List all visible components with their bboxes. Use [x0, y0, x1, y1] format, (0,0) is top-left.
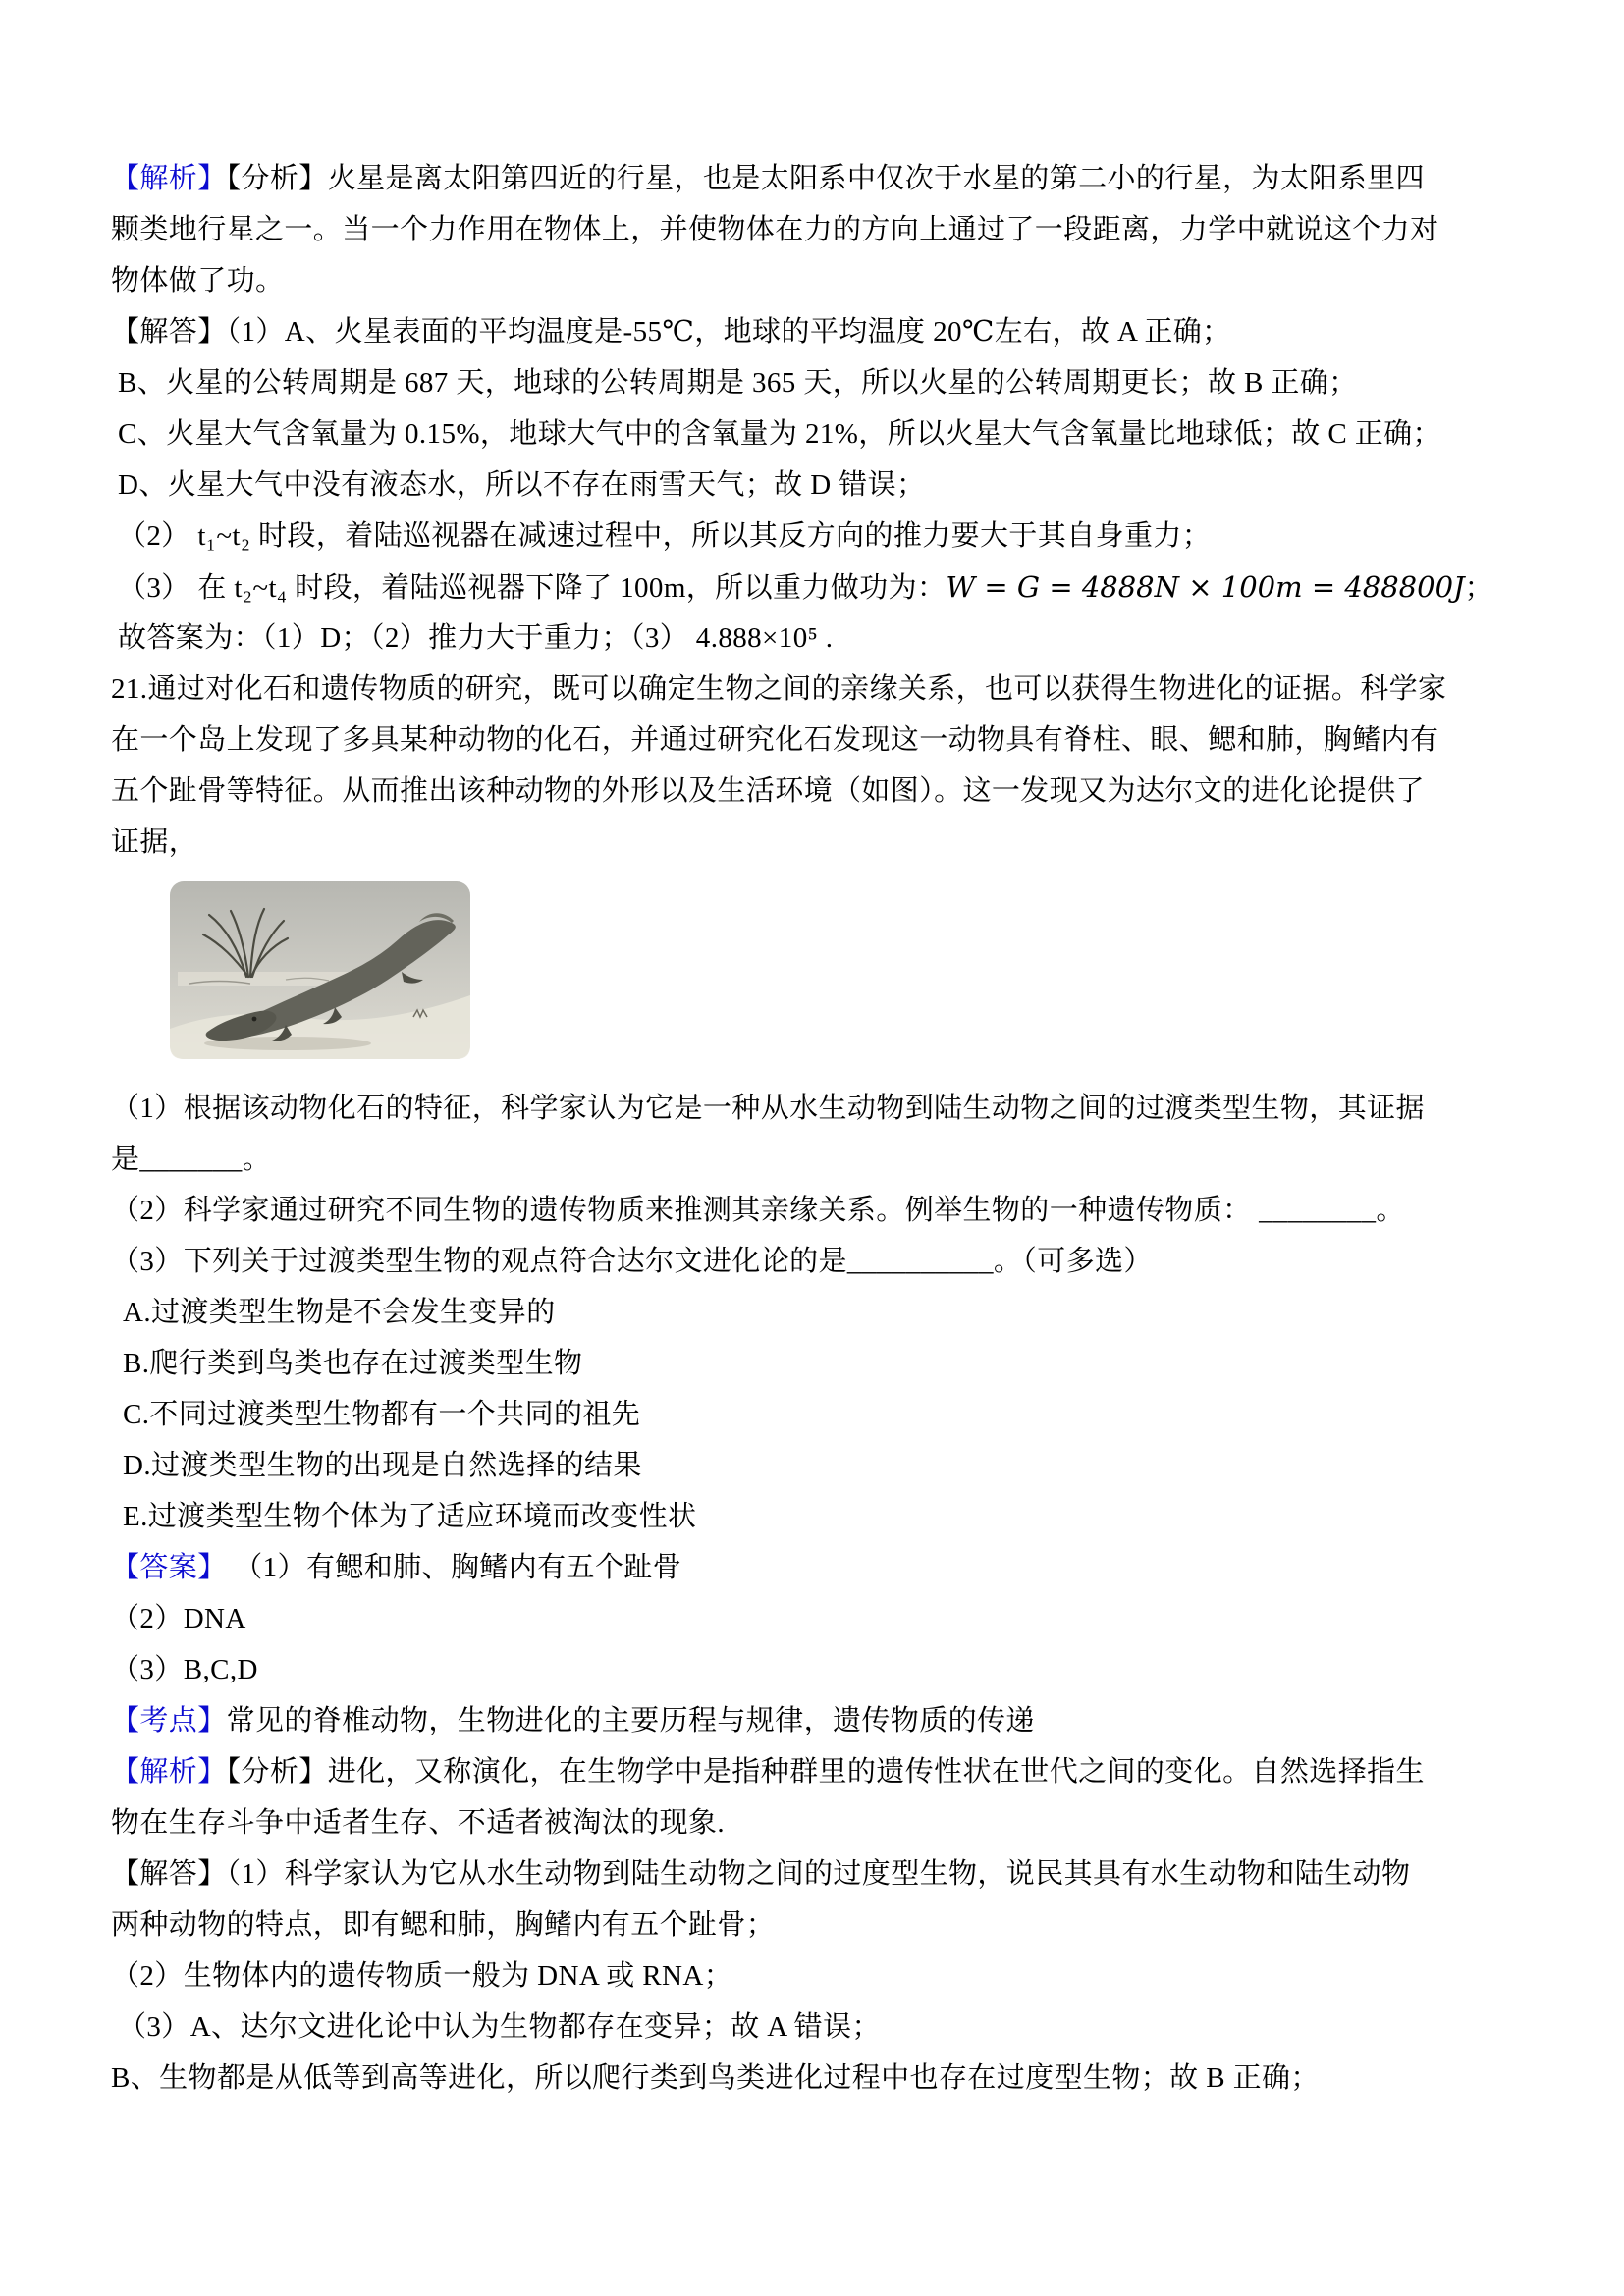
- section-label: 【解析】: [111, 163, 227, 194]
- text-segment: 【解答】（1）A、火星表面的平均温度是-55℃，地球的平均温度 20℃左右，故 A 正确；: [111, 316, 1231, 347]
- document-text: [111, 153, 1512, 2104]
- text-segment: 【分析】进化，又称演化，在生物学中是指种群里的遗传性状在世代之间的变化。自然选择指生: [226, 1756, 1425, 1788]
- text-segment: W = G = 4888N × 100m = 488800J: [946, 570, 1465, 604]
- text-line: [111, 2002, 1512, 2053]
- text-line: [111, 1440, 1512, 1491]
- text-segment: 物在生存斗争中适者生存、不适者被淘汰的现象.: [111, 1807, 726, 1839]
- text-line: [111, 561, 1512, 613]
- text-line: [111, 1287, 1512, 1338]
- section-label: 【解析】: [111, 1756, 227, 1788]
- text-segment: ；: [1464, 572, 1494, 604]
- text-line: [111, 1644, 1512, 1695]
- section-label: 【答案】: [111, 1552, 227, 1583]
- text-segment: 【解答】（1）科学家认为它从水生动物到陆生动物之间的过度型生物，说民其具有水生动物和陆生动物: [111, 1858, 1411, 1890]
- text-line: [111, 1491, 1512, 1542]
- text-segment: 颗类地行星之一。当一个力作用在物体上，并使物体在力的方向上通过了一段距离，力学中就说这个力对: [111, 214, 1439, 245]
- text-segment: A.过渡类型生物是不会发生变异的: [123, 1297, 556, 1328]
- text-segment: 证据，: [111, 827, 198, 858]
- text-segment: B、火星的公转周期是 687 天，地球的公转周期是 365 天，所以火星的公转周期更长；故 B 正确；: [118, 367, 1358, 399]
- text-segment: 两种动物的特点，即有鳃和肺，胸鳍内有五个趾骨；: [111, 1909, 776, 1941]
- text-line: [111, 1797, 1512, 1848]
- text-line: [111, 766, 1512, 817]
- text-segment: C.不同过渡类型生物都有一个共同的祖先: [123, 1399, 641, 1430]
- text-segment: （3）下列关于过渡类型生物的观点符合达尔文进化论的是__________。（可多选）: [111, 1246, 1153, 1277]
- text-line: [111, 1746, 1512, 1797]
- text-segment: （2）科学家通过研究不同生物的遗传物质来推测其亲缘关系。例举生物的一种遗传物质： ________。: [111, 1195, 1405, 1226]
- text-line: [111, 1389, 1512, 1440]
- text-line: [111, 1848, 1512, 1899]
- text-line: [111, 1185, 1512, 1236]
- text-segment: D、火星大气中没有液态水，所以不存在雨雪天气；故 D 错误；: [118, 469, 926, 501]
- text-segment: 五个趾骨等特征。从而推出该种动物的外形以及生活环境（如图）。这一发现又为达尔文的进化论提供了: [111, 775, 1425, 807]
- text-line: [111, 204, 1512, 255]
- text-segment: （3） 在 t₂~t₄ 时段，着陆巡视器下降了 100m，所以重力做功为：: [118, 572, 947, 604]
- text-line: [111, 1899, 1512, 1950]
- text-segment: 是_______。: [111, 1144, 272, 1175]
- text-line: [111, 1695, 1512, 1746]
- text-segment: 常见的脊椎动物，生物进化的主要历程与规律，遗传物质的传递: [226, 1705, 1035, 1736]
- text-segment: E.过渡类型生物个体为了适应环境而改变性状: [123, 1501, 697, 1532]
- text-line: [111, 613, 1512, 664]
- text-line: [111, 357, 1512, 408]
- text-line: [111, 2053, 1512, 2104]
- text-line: [111, 1134, 1512, 1185]
- text-segment: （3）A、达尔文进化论中认为生物都存在变异；故 A 错误；: [118, 2011, 881, 2043]
- text-segment: B.爬行类到鸟类也存在过渡类型生物: [123, 1348, 583, 1379]
- text-line: [111, 1083, 1512, 1134]
- text-line: [111, 306, 1512, 357]
- text-line: [111, 817, 1512, 868]
- text-line: [111, 408, 1512, 459]
- fossil-animal-image: [170, 881, 470, 1059]
- text-segment: （2） t₁~t₂ 时段，着陆巡视器在减速过程中，所以其反方向的推力要大于其自身重力；: [118, 520, 1212, 552]
- text-line: [111, 1950, 1512, 2002]
- text-segment: D.过渡类型生物的出现是自然选择的结果: [123, 1450, 642, 1481]
- text-line: [111, 1338, 1512, 1389]
- text-segment: 故答案为：（1）D；（2）推力大于重力；（3） 4.888×10⁵ .: [118, 622, 834, 654]
- text-segment: C、火星大气含氧量为 0.15%，地球大气中的含氧量为 21%，所以火星大气含氧量比地球低；故 C 正确；: [118, 418, 1441, 450]
- text-segment: （1）有鳃和肺、胸鳍内有五个趾骨: [226, 1552, 682, 1583]
- text-line: [111, 1542, 1512, 1593]
- text-line: [111, 715, 1512, 766]
- text-segment: （1）根据该动物化石的特征，科学家认为它是一种从水生动物到陆生动物之间的过渡类型生物，其证据: [111, 1093, 1425, 1124]
- text-line: [111, 664, 1512, 715]
- text-segment: （3）B,C,D: [111, 1654, 258, 1685]
- text-line: [111, 459, 1512, 510]
- text-segment: 21.通过对化石和遗传物质的研究，既可以确定生物之间的亲缘关系，也可以获得生物进化的证据。科学家: [111, 673, 1447, 705]
- text-line: [111, 1593, 1512, 1644]
- text-segment: 【分析】火星是离太阳第四近的行星，也是太阳系中仅次于水星的第二小的行星，为太阳系里四: [226, 163, 1425, 194]
- text-segment: （2）生物体内的遗传物质一般为 DNA 或 RNA；: [111, 1960, 733, 1992]
- text-line: [111, 153, 1512, 204]
- text-line: [111, 255, 1512, 306]
- text-segment: 在一个岛上发现了多具某种动物的化石，并通过研究化石发现这一动物具有脊柱、眼、鳃和肺，胸鳍内有: [111, 724, 1439, 756]
- text-line: [111, 1236, 1512, 1287]
- transitional-animal-figure: [170, 881, 470, 1059]
- text-segment: （2）DNA: [111, 1603, 246, 1634]
- text-segment: 物体做了功。: [111, 265, 285, 296]
- text-line: [111, 510, 1512, 561]
- text-segment: B、生物都是从低等到高等进化，所以爬行类到鸟类进化过程中也存在过度型生物；故 B 正确；: [111, 2062, 1320, 2094]
- section-label: 【考点】: [111, 1705, 227, 1736]
